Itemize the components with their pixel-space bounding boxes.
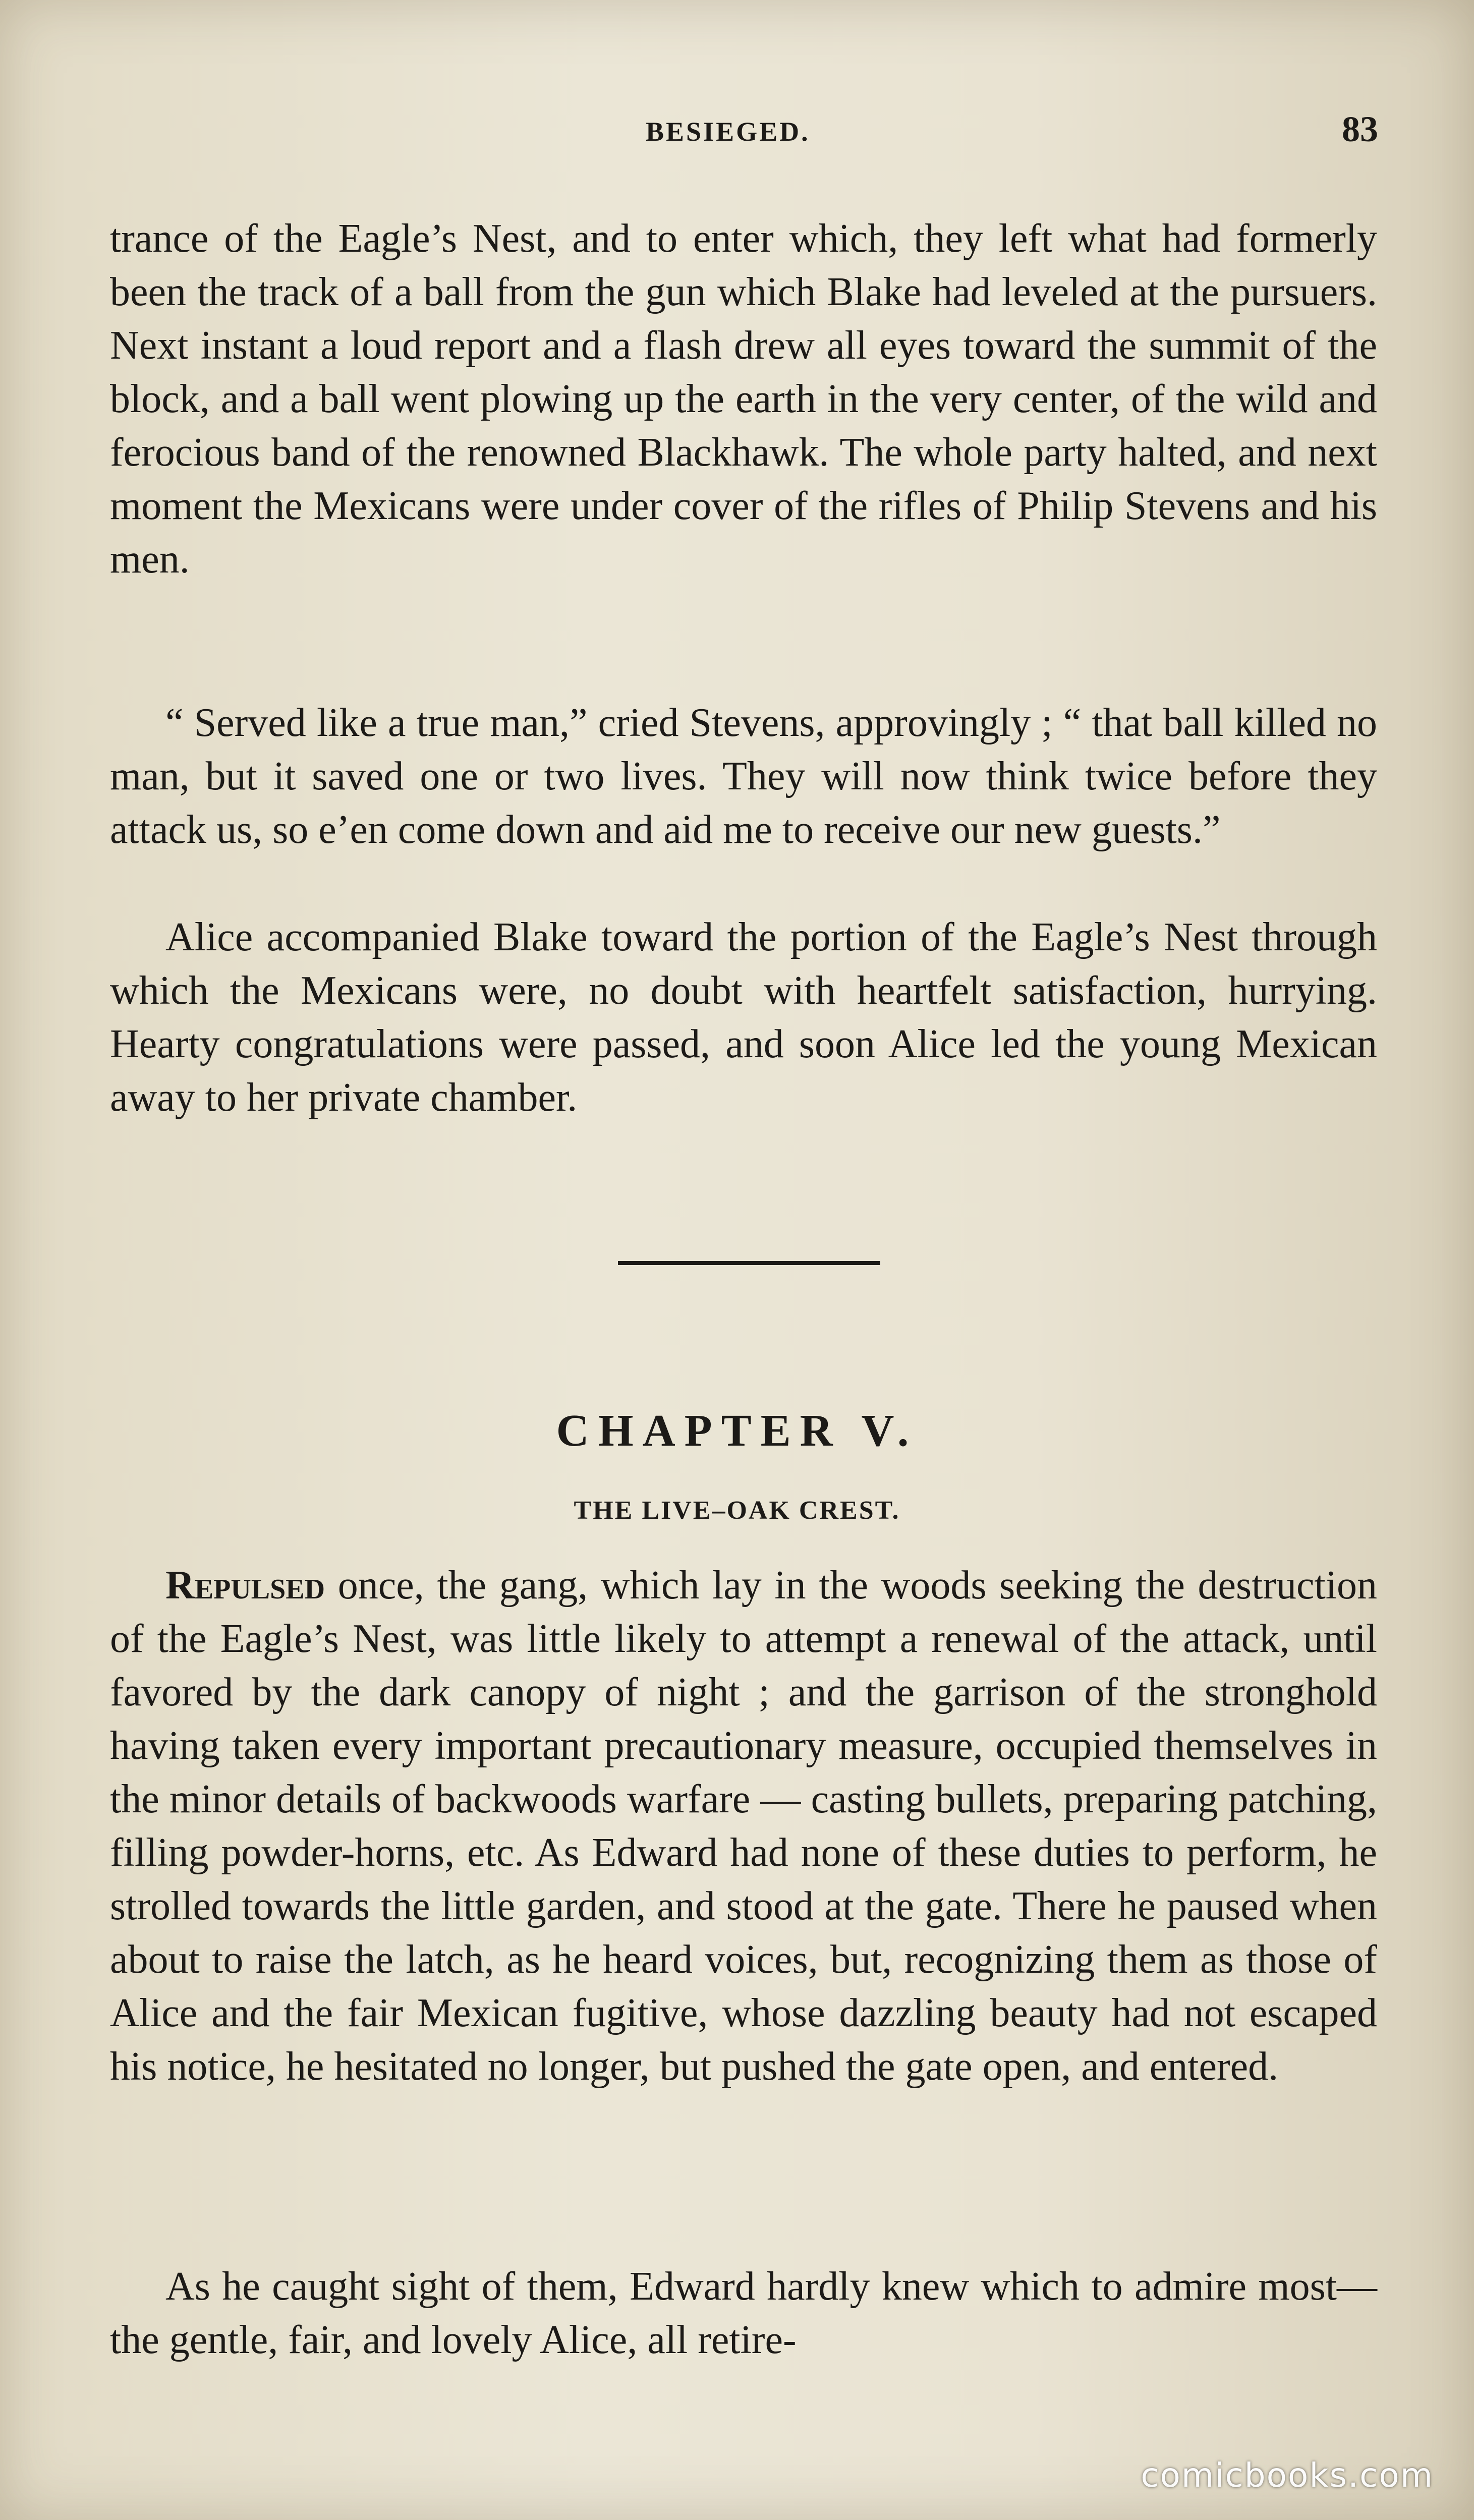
running-head: BESIEGED. — [646, 117, 810, 147]
paragraph-text: trance of the Eagle’s Nest, and to enter which, they left what had formerly been the track of a ball from the gun which Blake had leveled at the pursuers. Next instant a loud report and a flash drew all eyes toward the summit of the block, and a ball went plowing up the earth in the very center, of the wild and ferocious band of the renowned Blackhawk. The whole party halted, and next moment the Mexicans were under cover of the rifles of Philip Stevens and his men. — [110, 216, 1377, 582]
chapter-subtitle: THE LIVE–OAK CREST. — [574, 1496, 900, 1525]
paragraph-text: “ Served like a true man,” cried Stevens, approvingly ; “ that ball killed no man, but it saved one or two lives. They will now think twice before they attack us, so e’en come down and aid me to receive our new guests.” — [110, 701, 1377, 852]
watermark: comicbooks.com — [1141, 2456, 1434, 2495]
lead-word: Repulsed — [165, 1563, 325, 1608]
paragraph-text: As he caught sight of them, Edward hardly knew which to admire most—the gentle, fair, and lovely Alice, all retire- — [110, 2264, 1377, 2362]
paragraph-text — [110, 1559, 1377, 2093]
paragraph-text: Alice accompanied Blake toward the portion of the Eagle’s Nest through which the Mexicans were, no doubt with heartfelt satisfaction, hurrying. Hearty congratulations were passed, and soon Alice led the young Mexican away to her private chamber. — [110, 915, 1377, 1120]
section-divider — [618, 1261, 880, 1265]
page-number: 83 — [1342, 109, 1378, 149]
paragraph-alice — [110, 910, 1377, 1124]
chapter-second-paragraph — [110, 2260, 1377, 2367]
chapter-first-paragraph — [110, 1559, 1377, 2093]
chapter-heading: CHAPTER V. — [556, 1406, 918, 1456]
paragraph-stevens-quote — [110, 696, 1377, 856]
paragraph-continued — [110, 212, 1377, 586]
paragraph-rest: once, the gang, which lay in the woods seeking the destruction of the Eagle’s Nest, was little likely to attempt a renewal of the attack, until favored by the dark canopy of night ; and the garrison of the stronghold having taken every important precautionary measure, occupied themselves in the minor details of backwoods warfare — casting bullets, preparing patching, filling powder-horns, etc. As Edward had none of these duties to perform, he strolled towards the little garden, and stood at the gate. There he paused when about to raise the latch, as he heard voices, but, recognizing them as those of Alice and the fair Mexican fugitive, whose dazzling beauty had not escaped his notice, he hesitated no longer, but pushed the gate open, and entered. — [110, 1563, 1377, 2089]
